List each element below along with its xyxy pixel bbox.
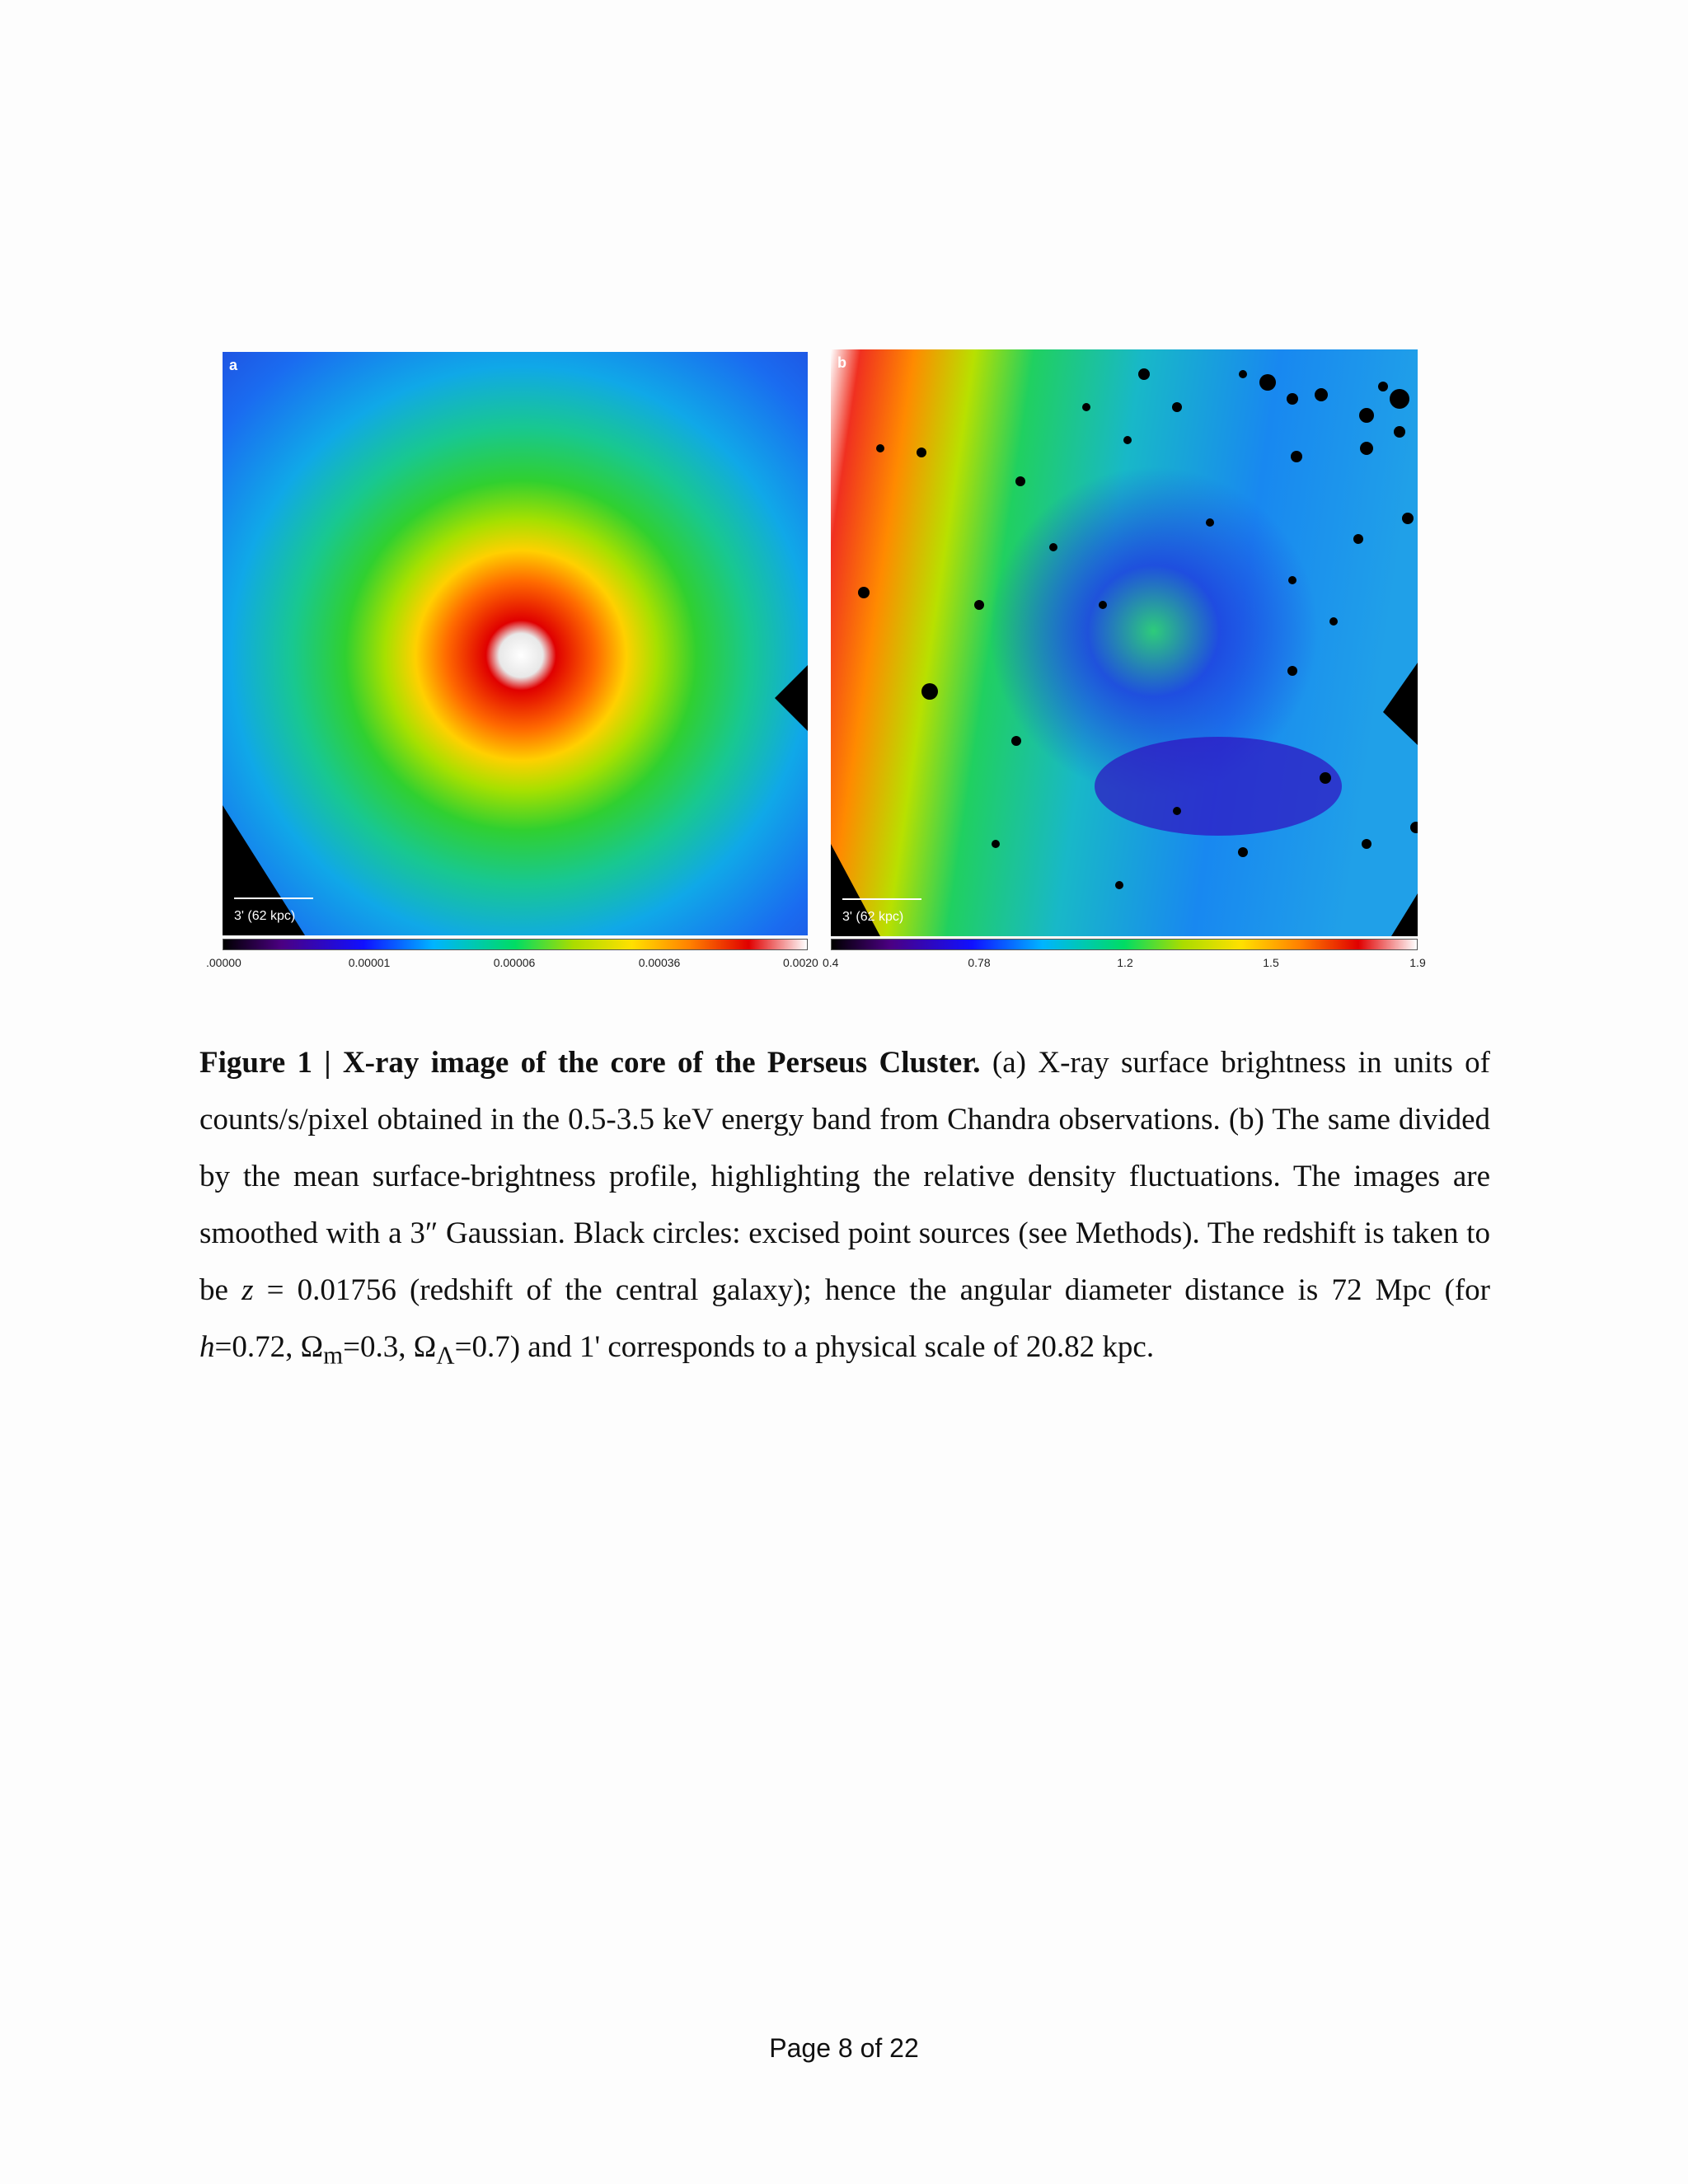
colorbar-b-tick: 1.2 bbox=[1117, 956, 1133, 969]
colorbar-b-tick: 0.78 bbox=[968, 956, 991, 969]
scale-bar-b bbox=[842, 898, 921, 925]
colorbar-a-tick: 0.00036 bbox=[638, 956, 681, 969]
page-number: Page 8 of 22 bbox=[769, 2033, 919, 2063]
colorbar-a-tick: 0.00006 bbox=[493, 956, 536, 969]
colorbar-a-tick: 0.0020 bbox=[783, 956, 818, 969]
colorbar-a bbox=[223, 939, 808, 950]
caption-title: Figure 1 | X-ray image of the core of the Perseus Cluster. bbox=[199, 1046, 981, 1080]
scale-bar-label-a: 3' (62 kpc) bbox=[234, 909, 296, 923]
figure-caption: Figure 1 | X-ray image of the core of the Perseus Cluster. (a) X-ray surface brightness in units of counts/s/pixel obtained in the 0.5-3.5 keV energy band from Chandra observations. (b) The same divided by the mean surface-brightness profile, highlighting the relative density fluctuations. The images are smoothed with a 3″ Gaussian. Black circles: excised point sources (see Methods). The redshift is taken to be z = 0.01756 (redshift of the central galaxy); hence the angular diameter distance is 72 Mpc (for h=0.72, $\Omega_m=0.3$, $\Omega_\Lambda=0.7$) and 1' corresponds to a physical scale of 20.82 kpc. bbox=[199, 1046, 1490, 1370]
figure-panel-a bbox=[223, 352, 808, 935]
colorbar-b-tick: 1.9 bbox=[1409, 956, 1426, 969]
panel-label-b: b bbox=[837, 354, 846, 371]
colorbar-a-tick: 0.00001 bbox=[348, 956, 391, 969]
density-fluctuation-image bbox=[831, 349, 1418, 936]
colorbar-b bbox=[831, 939, 1418, 950]
colorbar-b-tick: 0.4 bbox=[823, 956, 839, 969]
surface-brightness-image bbox=[223, 352, 808, 935]
scale-bar-a bbox=[234, 898, 313, 924]
figure-panel-b bbox=[831, 349, 1418, 936]
panel-label-a: a bbox=[229, 357, 238, 373]
colorbar-b-tick: 1.5 bbox=[1263, 956, 1279, 969]
scale-bar-label-b: 3' (62 kpc) bbox=[842, 910, 904, 924]
colorbar-a-tick: .00000 bbox=[206, 956, 241, 969]
